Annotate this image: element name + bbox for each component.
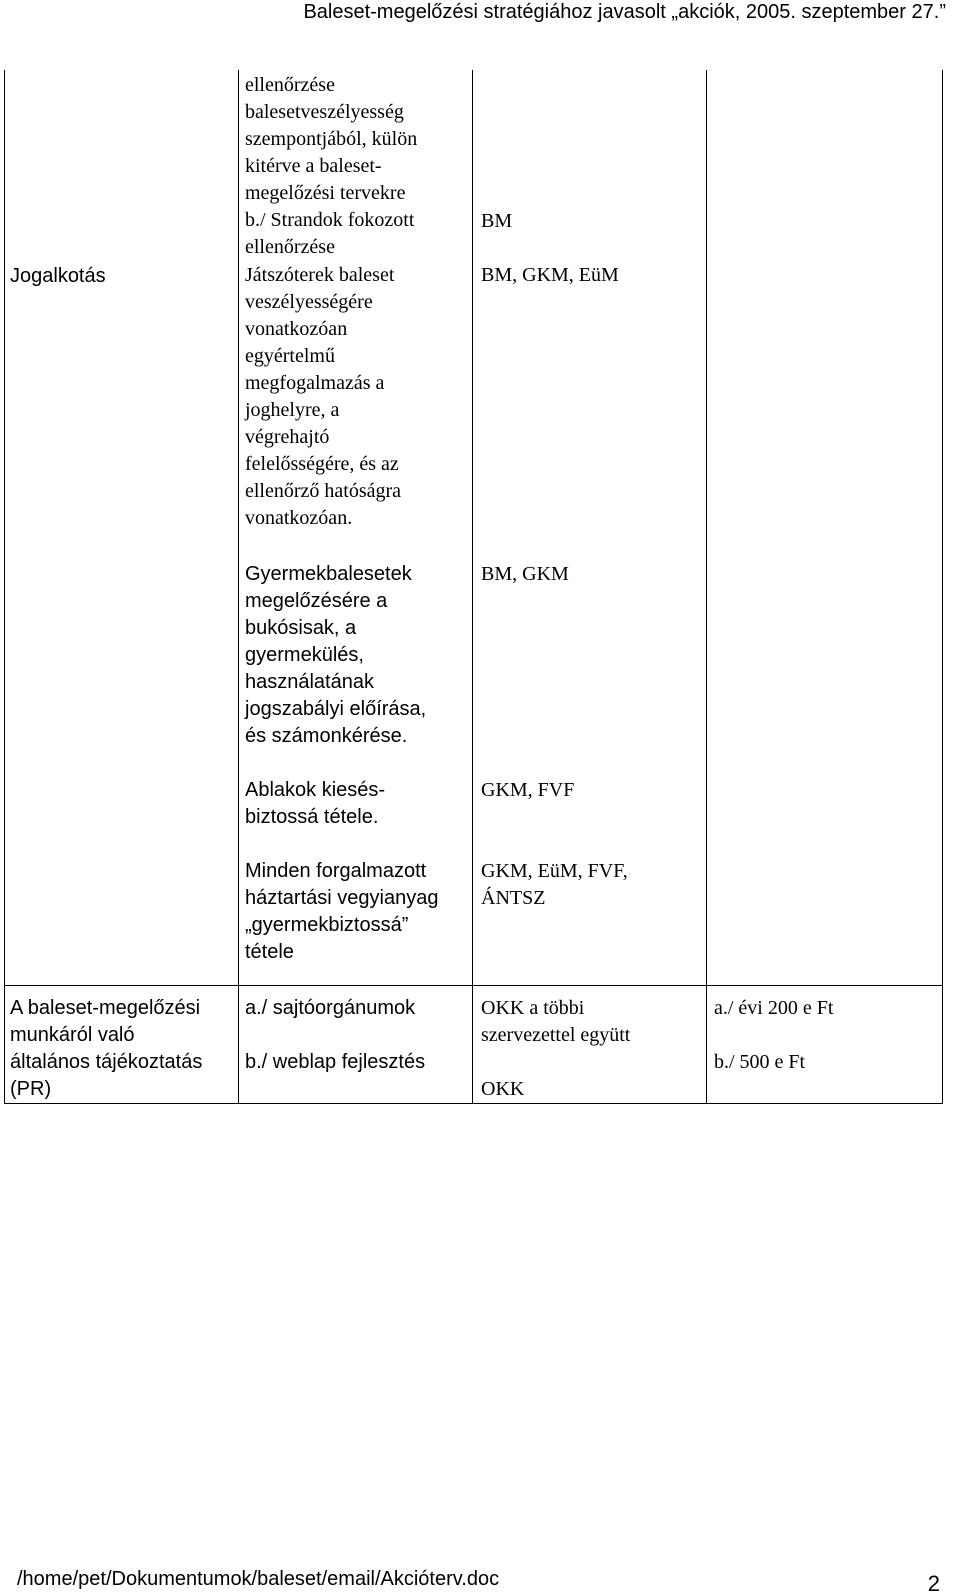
row1-action-5: Minden forgalmazott háztartási vegyianyag „gyermekbiztossá” tétele [245,860,439,963]
table-border-col3 [706,70,707,1104]
table-row-divider [4,985,943,986]
row2-cost-1: a./ évi 200 e Ft [714,997,834,1019]
row1-action-4: Ablakok kiesés- biztossá tétele. [245,779,386,828]
table-border-right [942,70,943,1104]
row1-action-1: ellenőrzése balesetveszélyesség szempontjából, külön kitérve a baleset- megelőzési tervekre b./ Strandok fokozott ellenőrzése [245,74,418,258]
row2-action-1: a./ sajtóorgánumok [245,997,416,1019]
row1-responsible-4: GKM, FVF [481,779,575,801]
row2-cost-2: b./ 500 e Ft [714,1051,806,1073]
row1-responsible-3: BM, GKM [481,563,569,585]
row1-category: Jogalkotás [10,265,106,287]
table-border-col1 [238,70,239,1104]
row2-category: A baleset-megelőzési munkáról való általános tájékoztatás (PR) [10,997,203,1100]
row1-action-2: Játszóterek baleset veszélyességére vonatkozóan egyértelmű megfogalmazás a joghelyre, a végrehajtó felelősségére, és az ellenőrző hatóságra vonatkozóan. [245,264,402,529]
table-border-left [4,70,5,1104]
page-header: Baleset-megelőzési stratégiához javasolt „akciók, 2005. szeptember 27.” [303,1,946,23]
page-number: 2 [927,1571,940,1596]
row1-responsible-5: GKM, EüM, FVF, ÁNTSZ [481,860,628,909]
row1-action-3: Gyermekbalesetek megelőzésére a bukósisak, a gyermekülés, használatának jogszabályi előírása, és számonkérése. [245,563,427,747]
row1-responsible-1: BM [481,210,513,232]
table-border-col2 [472,70,473,1104]
row2-responsible-2: OKK [481,1078,525,1100]
row1-responsible-2: BM, GKM, EüM [481,264,619,286]
table-border-bottom [4,1103,943,1104]
row2-action-2: b./ weblap fejlesztés [245,1051,426,1073]
row2-responsible-1: OKK a többi szervezettel együtt [481,997,631,1046]
footer-file-path: /home/pet/Dokumentumok/baleset/email/Akcióterv.doc [17,1568,500,1590]
